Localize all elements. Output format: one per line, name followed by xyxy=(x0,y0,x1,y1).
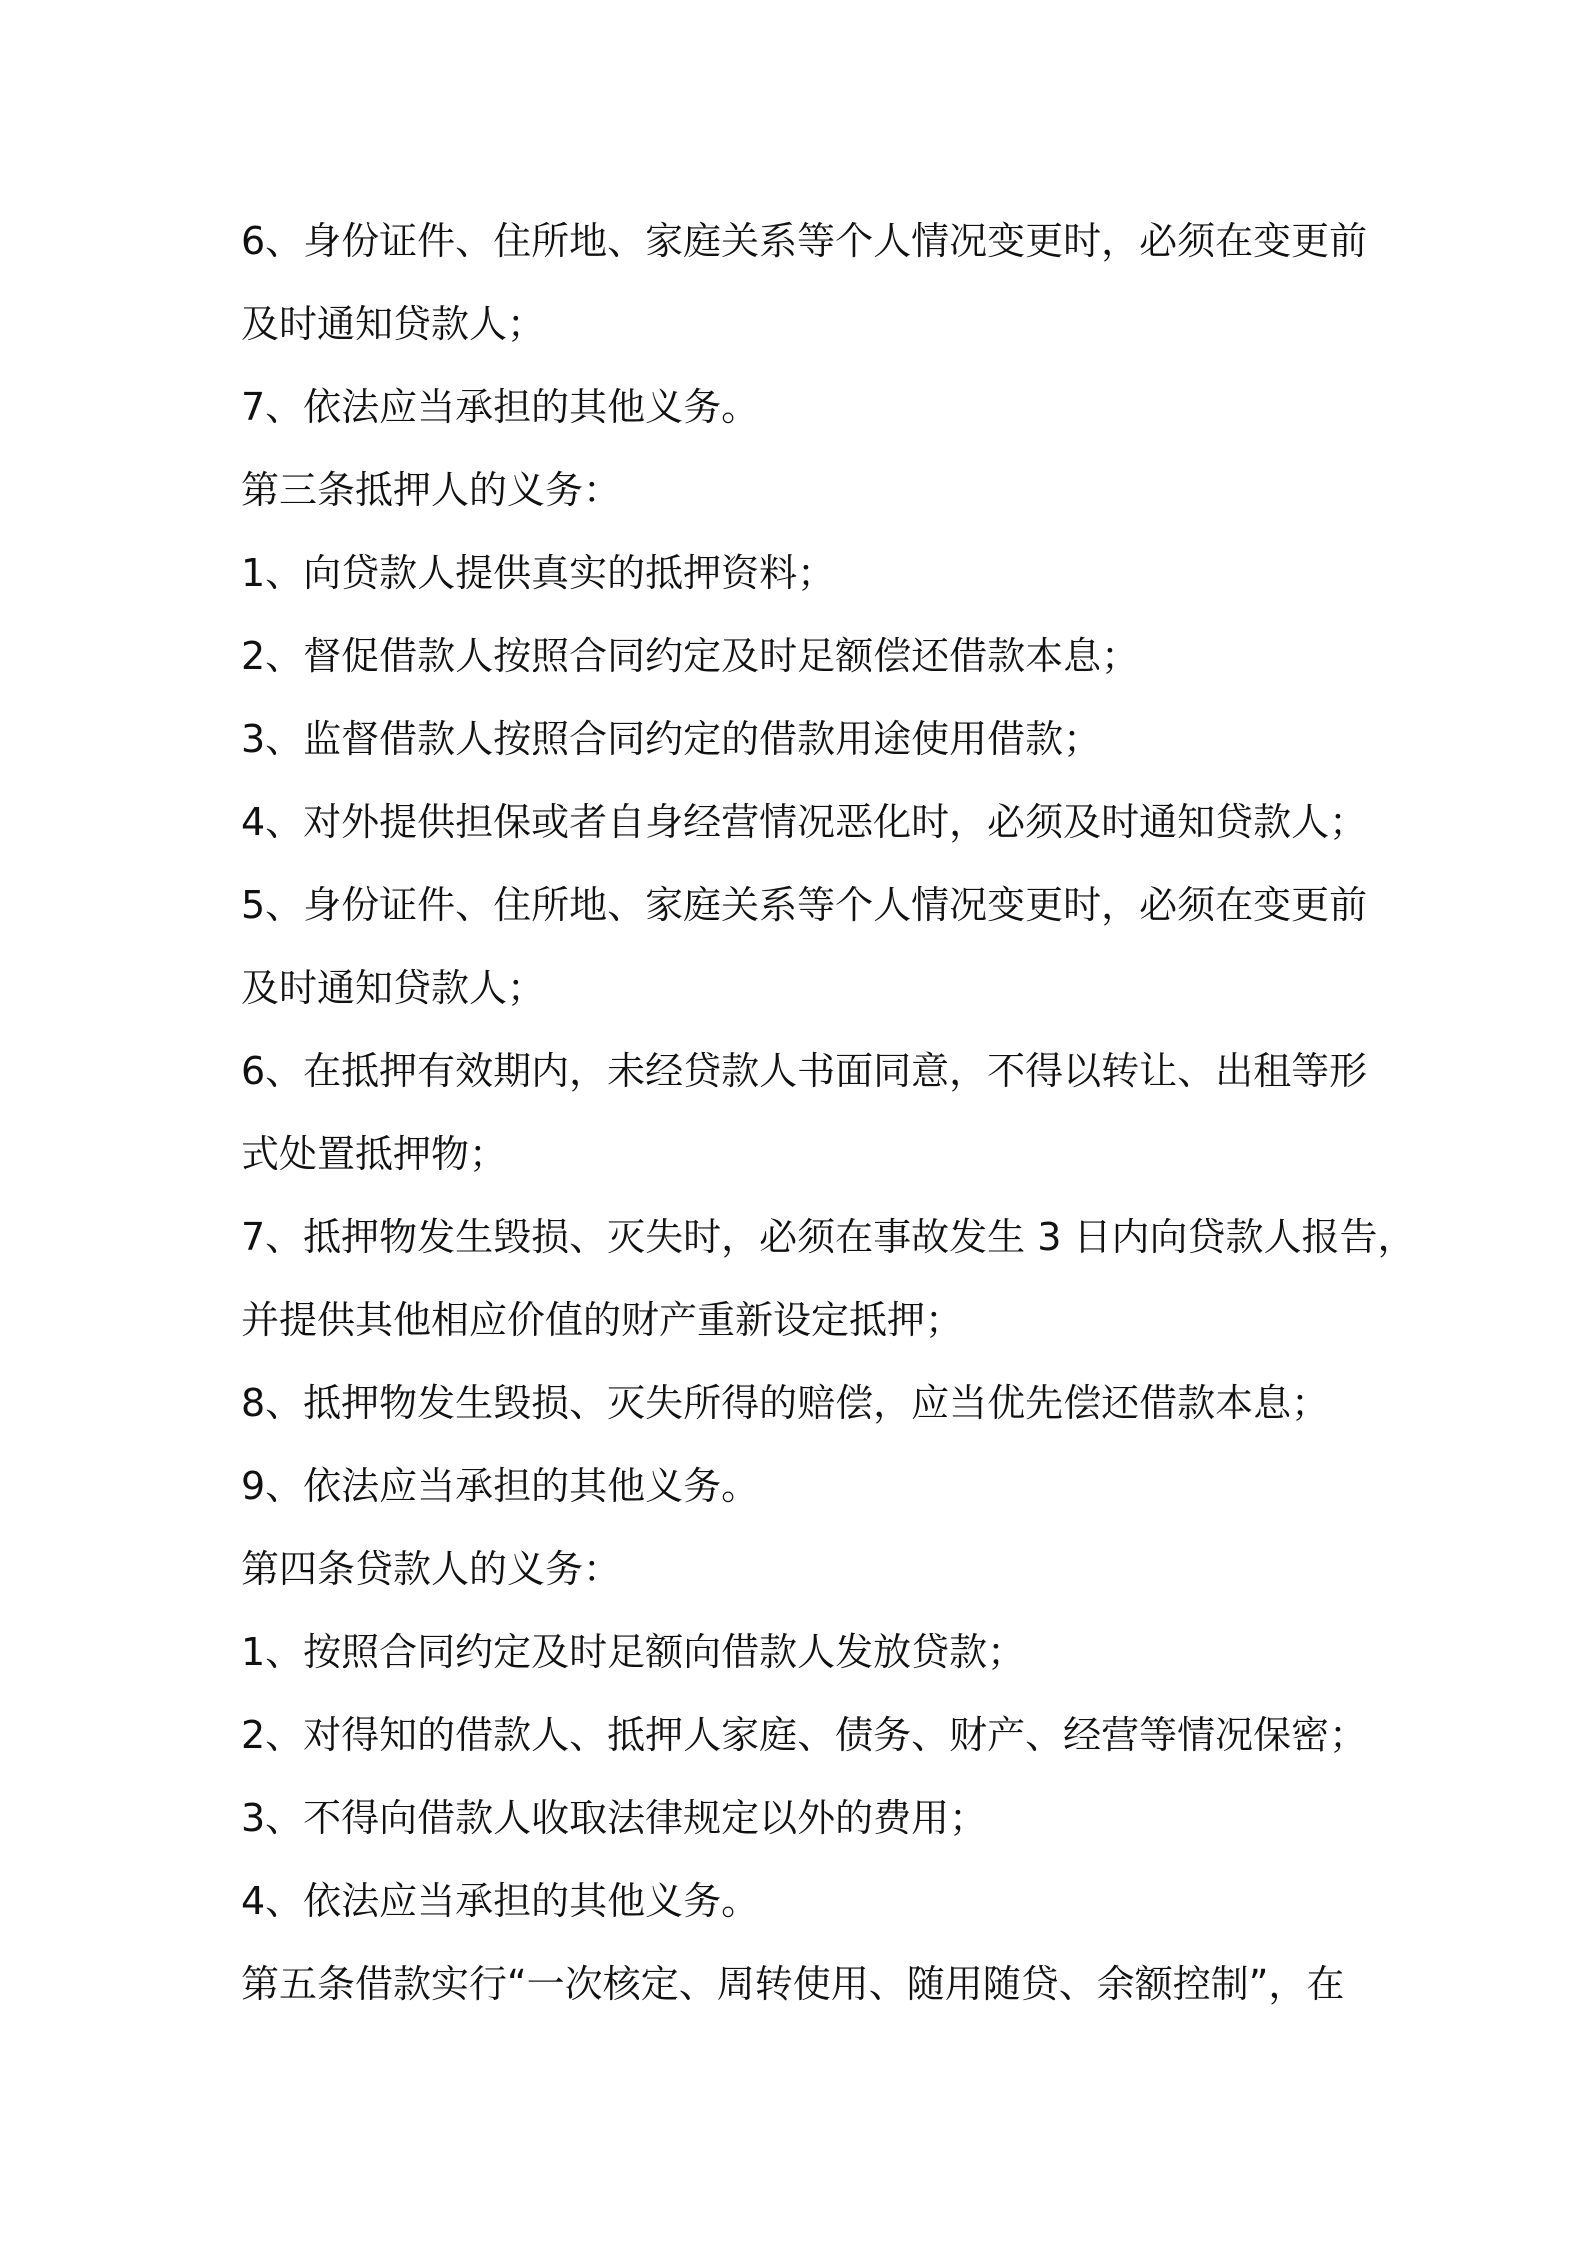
text-line: 3、监督借款人按照合同约定的借款用途使用借款； xyxy=(241,717,1102,761)
text-line: 5、身份证件、住所地、家庭关系等个人情况变更时，必须在变更前 xyxy=(241,883,1368,927)
text-line: 2、对得知的借款人、抵押人家庭、债务、财产、经营等情况保密； xyxy=(241,1713,1368,1757)
text-line: 6、身份证件、住所地、家庭关系等个人情况变更时，必须在变更前 xyxy=(241,219,1368,263)
section-heading: 第五条借款实行“一次核定、周转使用、随用随贷、余额控制”，在 xyxy=(241,1962,1345,2006)
text-line: 1、按照合同约定及时足额向借款人发放贷款； xyxy=(241,1630,1026,1674)
text-line: 2、督促借款人按照合同约定及时足额偿还借款本息； xyxy=(241,634,1140,678)
text-line: 1、向贷款人提供真实的抵押资料； xyxy=(241,551,836,595)
text-line: 7、抵押物发生毁损、灭失时，必须在事故发生 3 日内向贷款人报告， xyxy=(241,1215,1416,1259)
text-line: 并提供其他相应价值的财产重新设定抵押； xyxy=(241,1298,964,1342)
text-line: 3、不得向借款人收取法律规定以外的费用； xyxy=(241,1796,988,1840)
text-line: 及时通知贷款人； xyxy=(241,302,546,346)
text-line: 7、依法应当承担的其他义务。 xyxy=(241,385,760,429)
section-heading: 第三条抵押人的义务： xyxy=(241,468,622,512)
section-heading: 第四条贷款人的义务： xyxy=(241,1547,622,1591)
text-line: 8、抵押物发生毁损、灭失所得的赔偿，应当优先偿还借款本息； xyxy=(241,1381,1330,1425)
text-line: 及时通知贷款人； xyxy=(241,966,546,1010)
text-line: 4、对外提供担保或者自身经营情况恶化时，必须及时通知贷款人； xyxy=(241,800,1368,844)
text-line: 式处置抵押物； xyxy=(241,1132,508,1176)
text-line: 6、在抵押有效期内，未经贷款人书面同意，不得以转让、出租等形 xyxy=(241,1049,1368,1093)
document-body xyxy=(241,200,1416,2026)
text-line: 9、依法应当承担的其他义务。 xyxy=(241,1464,760,1508)
text-line: 4、依法应当承担的其他义务。 xyxy=(241,1879,760,1923)
